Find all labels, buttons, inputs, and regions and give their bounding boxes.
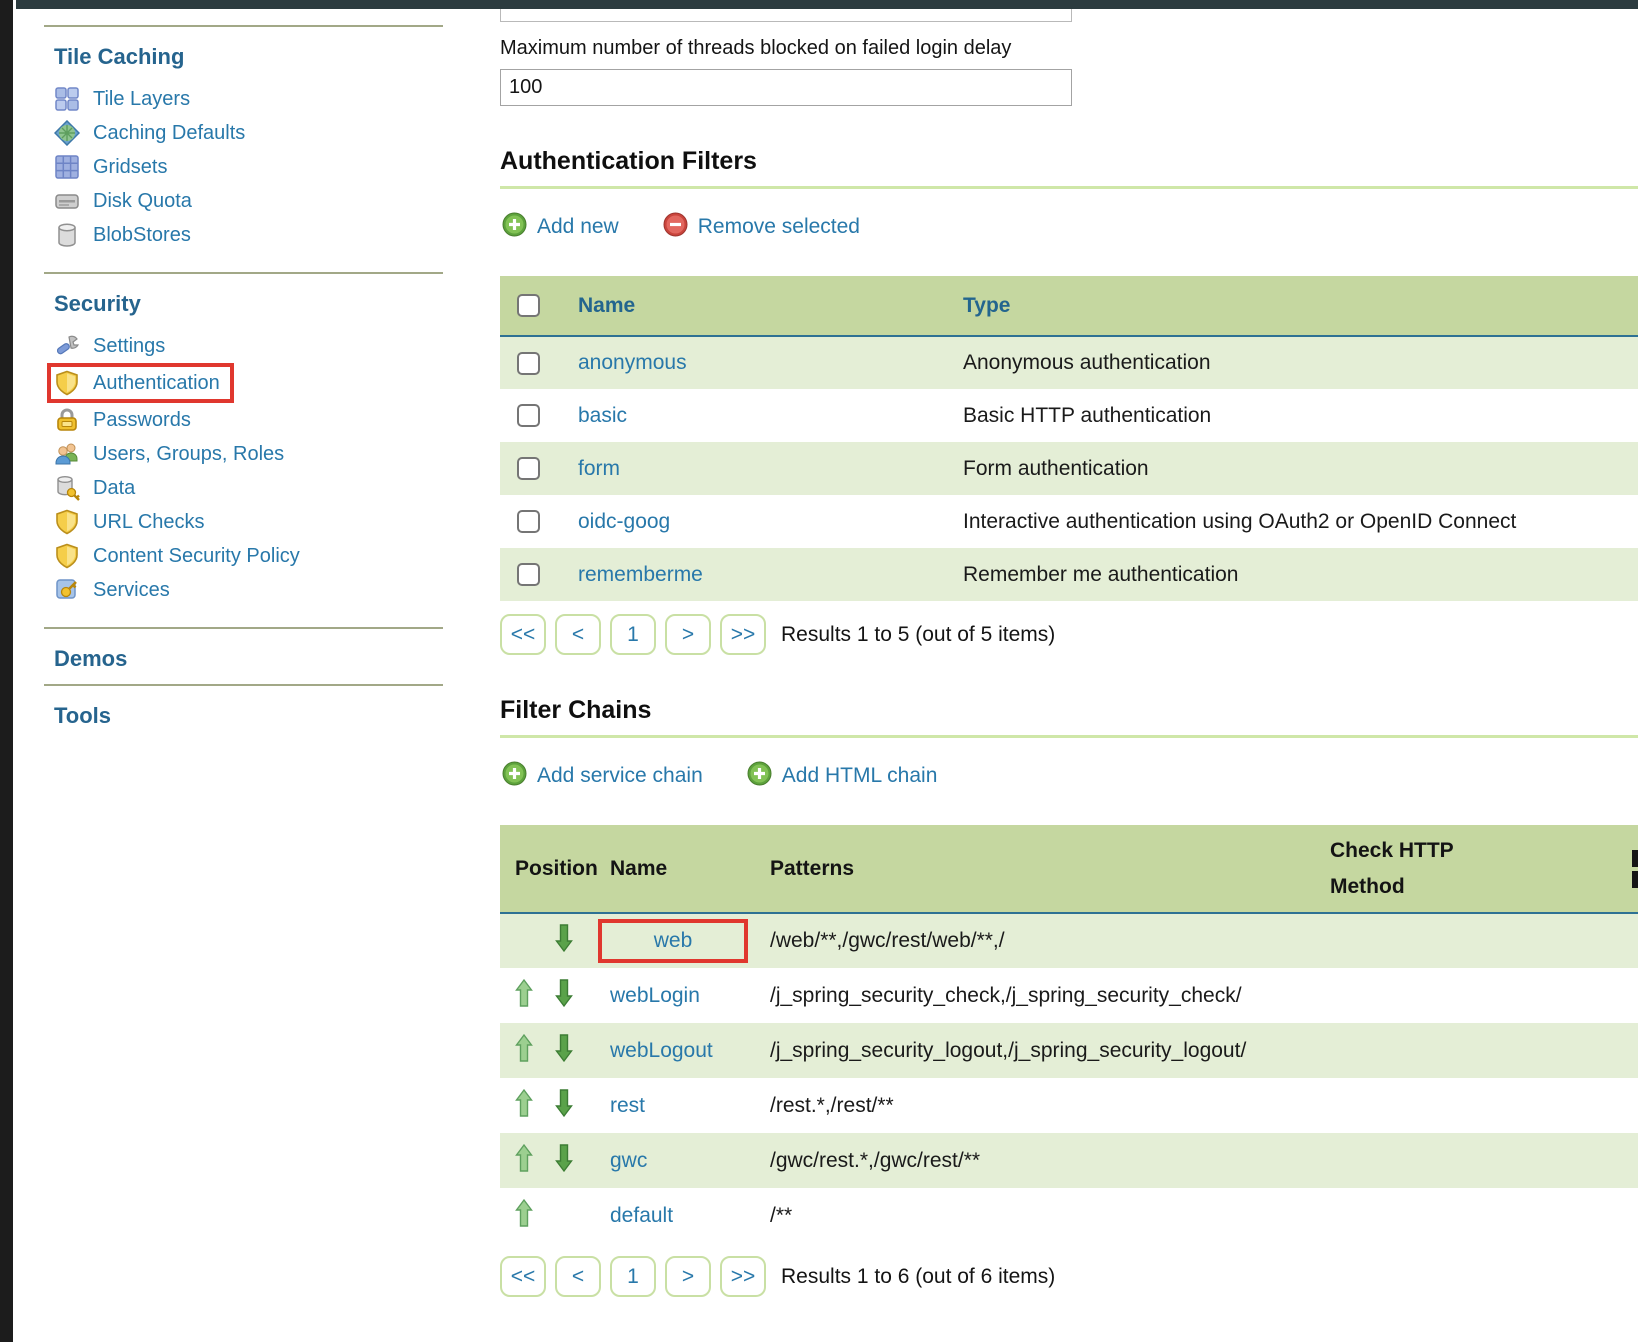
window-edge-strip	[0, 0, 13, 1342]
select-all-checkbox[interactable]	[517, 294, 540, 317]
column-header-check-http-method: Check HTTP Method	[1330, 838, 1454, 898]
sidebar-section-security: Security	[54, 291, 141, 316]
sidebar-item-services[interactable]	[54, 573, 443, 607]
chain-patterns-text: /web/**,/gwc/rest/web/**,/	[770, 929, 1005, 952]
chain-name-link[interactable]: webLogin	[610, 983, 700, 1007]
filter-name-link[interactable]: form	[578, 456, 620, 480]
column-header-name: Name	[610, 856, 668, 880]
pagination-page-1-button[interactable]: 1	[610, 1256, 656, 1297]
minus-circle-icon	[663, 212, 688, 243]
sidebar-item-url-checks[interactable]	[54, 505, 443, 539]
auth-filter-row-form	[500, 442, 1638, 495]
column-header-name[interactable]: Name	[578, 293, 636, 317]
sidebar-item-data[interactable]	[54, 471, 443, 505]
filter-chain-row-web	[500, 913, 1638, 968]
column-header-cutoff	[1500, 825, 1638, 913]
move-down-icon[interactable]	[555, 935, 573, 958]
cropped-input-fragment[interactable]	[500, 9, 1072, 22]
pagination-page-1-button[interactable]: 1	[610, 614, 656, 655]
chain-patterns-text: /**	[770, 1203, 793, 1227]
plus-circle-icon	[502, 212, 527, 243]
auth-filters-table	[500, 276, 1638, 601]
sidebar-item-label[interactable]: Tile Layers	[93, 87, 191, 110]
shield-icon	[54, 370, 80, 396]
filter-chain-row-weblogin	[500, 968, 1638, 1023]
filter-chain-row-rest	[500, 1078, 1638, 1133]
pagination-next-button[interactable]: >	[665, 614, 711, 655]
pagination-previous-button[interactable]: <	[555, 614, 601, 655]
table-header-row	[500, 825, 1638, 913]
sidebar-item-authentication[interactable]	[47, 363, 234, 403]
sidebar-divider	[44, 272, 443, 274]
sidebar-divider	[44, 684, 443, 686]
sidebar-section-tile-caching: Tile Caching	[54, 44, 185, 69]
move-up-icon[interactable]	[515, 1210, 533, 1233]
pagination-next-button[interactable]: >	[665, 1256, 711, 1297]
row-checkbox[interactable]	[517, 457, 540, 480]
filter-chains-actions	[502, 761, 1638, 791]
filter-type-text: Form authentication	[963, 456, 1149, 480]
users-icon	[54, 441, 80, 467]
row-checkbox[interactable]	[517, 404, 540, 427]
filter-chain-row-weblogout	[500, 1023, 1638, 1078]
sidebar-item-tile-layers[interactable]	[54, 82, 443, 116]
move-down-icon[interactable]	[555, 1155, 573, 1178]
remove-selected-link[interactable]	[663, 212, 860, 243]
chain-patterns-text: /gwc/rest.*,/gwc/rest/**	[770, 1148, 981, 1172]
pagination-first-button[interactable]: <<	[500, 614, 546, 655]
column-header-position: Position	[515, 856, 598, 880]
auth-filter-row-oidc-goog	[500, 495, 1638, 548]
highlight-box	[598, 919, 748, 963]
sidebar-item-label[interactable]: Settings	[93, 334, 166, 357]
filter-type-text: Interactive authentication using OAuth2 or OpenID Connect	[963, 509, 1517, 533]
add-html-chain-link[interactable]	[747, 761, 938, 792]
max-threads-label: Maximum number of threads blocked on failed login delay	[500, 37, 1012, 59]
column-header-patterns: Patterns	[770, 856, 855, 880]
pagination-previous-button[interactable]: <	[555, 1256, 601, 1297]
pagination-results-text: Results 1 to 5 (out of 5 items)	[781, 622, 1056, 646]
sidebar-item-label[interactable]: Authentication	[93, 371, 220, 394]
wrench-icon	[54, 333, 80, 359]
filter-chains-heading: Filter Chains	[500, 696, 1638, 738]
chain-name-link[interactable]: rest	[610, 1093, 646, 1117]
action-label: Add service chain	[537, 764, 703, 787]
move-up-icon[interactable]	[515, 990, 533, 1013]
shield-icon	[54, 543, 80, 569]
chain-name-link[interactable]: web	[653, 929, 693, 952]
filter-chains-pagination	[500, 1256, 1638, 1297]
sidebar-item-label[interactable]: Content Security Policy	[93, 544, 300, 567]
move-down-icon[interactable]	[555, 1045, 573, 1068]
plus-circle-icon	[502, 761, 527, 792]
max-threads-input[interactable]	[500, 69, 1072, 106]
main-content	[500, 9, 1638, 1297]
add-service-chain-link[interactable]	[502, 761, 703, 792]
filter-chain-row-gwc	[500, 1133, 1638, 1188]
auth-filters-heading: Authentication Filters	[500, 147, 1638, 189]
auth-filters-pagination	[500, 614, 1638, 655]
pagination-last-button[interactable]: >>	[720, 614, 766, 655]
pagination-results-text: Results 1 to 6 (out of 6 items)	[781, 1264, 1056, 1288]
filter-name-link[interactable]: anonymous	[578, 351, 687, 374]
sidebar-item-label[interactable]: Users, Groups, Roles	[93, 442, 285, 465]
sidebar-list	[54, 329, 443, 607]
cutoff-text-fragment	[1632, 846, 1638, 892]
sidebar-item-label[interactable]: URL Checks	[93, 510, 205, 533]
column-header-type[interactable]: Type	[963, 293, 1011, 317]
shield-icon	[54, 509, 80, 535]
top-dark-bar	[16, 0, 1638, 9]
sidebar-item-passwords[interactable]	[54, 403, 443, 437]
row-checkbox[interactable]	[517, 563, 540, 586]
chain-patterns-text: /j_spring_security_check,/j_spring_security_check/	[770, 983, 1242, 1007]
sidebar	[13, 9, 443, 741]
sidebar-item-label[interactable]: Caching Defaults	[93, 121, 246, 144]
sidebar-item-users-groups-roles[interactable]	[54, 437, 443, 471]
filter-type-text: Anonymous authentication	[963, 351, 1211, 374]
pagination-first-button[interactable]: <<	[500, 1256, 546, 1297]
gridsets-icon	[54, 154, 80, 180]
action-label: Remove selected	[697, 215, 860, 238]
auth-filters-actions	[502, 212, 1638, 242]
caching-defaults-icon	[54, 120, 80, 146]
pagination-last-button[interactable]: >>	[720, 1256, 766, 1297]
filter-name-link[interactable]: basic	[578, 403, 628, 427]
lock-icon	[54, 407, 80, 433]
action-label: Add HTML chain	[781, 764, 938, 787]
move-down-icon[interactable]	[555, 990, 573, 1013]
filter-chain-row-default	[500, 1188, 1638, 1243]
move-up-icon[interactable]	[515, 1045, 533, 1068]
auth-filter-row-anonymous	[500, 336, 1638, 389]
move-up-icon[interactable]	[515, 1155, 533, 1178]
plus-circle-icon	[747, 761, 772, 792]
sidebar-item-content-security-policy[interactable]	[54, 539, 443, 573]
disk-quota-icon	[54, 188, 80, 214]
sidebar-section-demos[interactable]: Demos	[54, 646, 128, 671]
sidebar-divider	[44, 25, 443, 27]
sidebar-item-label[interactable]: Data	[93, 476, 136, 499]
chain-patterns-text: /rest.*,/rest/**	[770, 1093, 894, 1117]
auth-filter-row-rememberme	[500, 548, 1638, 601]
sidebar-item-label[interactable]: Services	[93, 578, 170, 601]
sidebar-item-caching-defaults[interactable]	[54, 116, 443, 150]
action-label: Add new	[537, 215, 619, 238]
sidebar-item-settings[interactable]	[54, 329, 443, 363]
chain-name-link[interactable]: gwc	[610, 1148, 648, 1172]
add-new-link[interactable]	[502, 212, 619, 243]
row-checkbox[interactable]	[517, 510, 540, 533]
chain-patterns-text: /j_spring_security_logout,/j_spring_security_logout/	[770, 1038, 1247, 1062]
move-up-icon[interactable]	[515, 1100, 533, 1123]
filter-chains-table	[500, 825, 1638, 1243]
sidebar-item-label[interactable]: Gridsets	[93, 155, 168, 178]
sidebar-item-disk-quota[interactable]	[54, 184, 443, 218]
filter-name-link[interactable]: rememberme	[578, 562, 703, 586]
tile-layers-icon	[54, 86, 80, 112]
table-header-row	[500, 276, 1638, 336]
blobstore-icon	[54, 222, 80, 248]
filter-name-link[interactable]: oidc-goog	[578, 509, 671, 533]
sidebar-item-gridsets[interactable]	[54, 150, 443, 184]
sidebar-item-blobstores[interactable]	[54, 218, 443, 252]
sidebar-item-label[interactable]: Passwords	[93, 408, 191, 431]
database-key-icon	[54, 475, 80, 501]
filter-type-text: Remember me authentication	[963, 562, 1239, 586]
move-down-icon[interactable]	[555, 1100, 573, 1123]
sidebar-item-label[interactable]: Disk Quota	[93, 189, 192, 212]
sidebar-list	[54, 82, 443, 252]
sidebar-section-tools[interactable]: Tools	[54, 703, 112, 728]
chain-name-link[interactable]: default	[610, 1203, 674, 1227]
sidebar-divider	[44, 627, 443, 629]
chain-name-link[interactable]: webLogout	[610, 1038, 713, 1062]
auth-filter-row-basic	[500, 389, 1638, 442]
row-checkbox[interactable]	[517, 352, 540, 375]
sidebar-item-label[interactable]: BlobStores	[93, 223, 191, 246]
service-key-icon	[54, 577, 80, 603]
filter-type-text: Basic HTTP authentication	[963, 403, 1212, 427]
